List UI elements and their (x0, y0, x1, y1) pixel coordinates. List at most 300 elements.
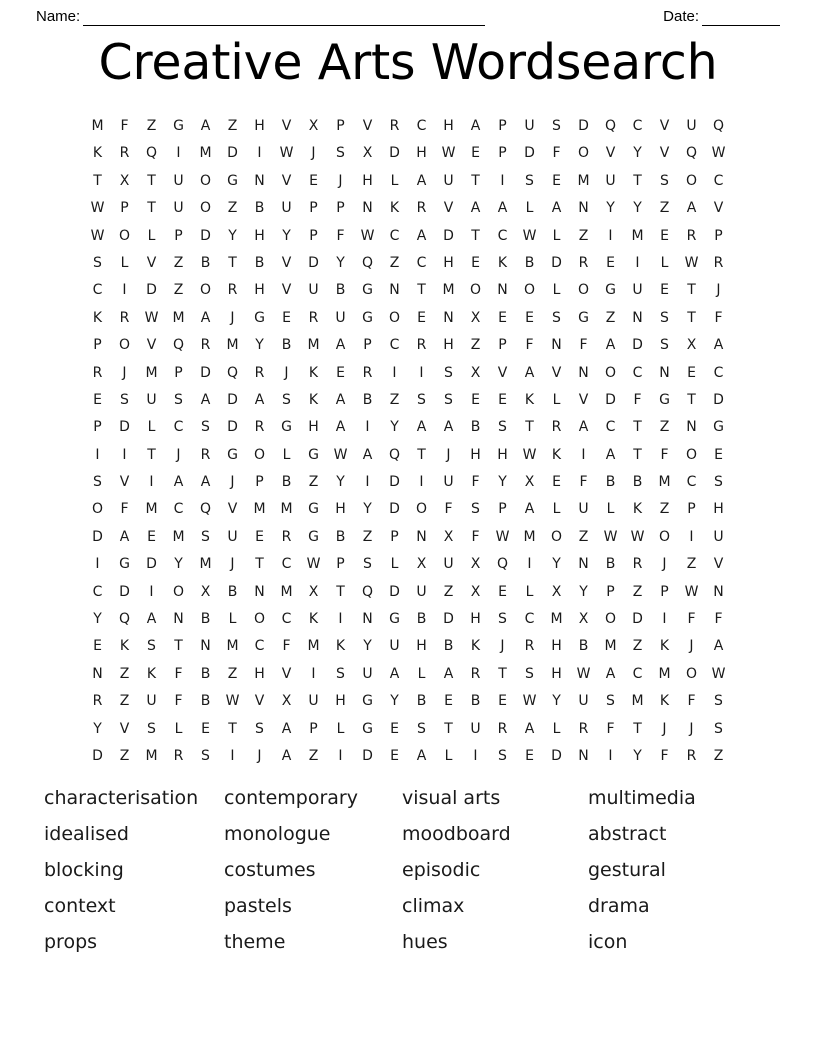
grid-cell[interactable]: L (552, 227, 561, 244)
grid-cell[interactable]: C (632, 665, 643, 682)
grid-cell[interactable]: F (174, 665, 183, 682)
grid-cell[interactable]: Z (119, 665, 130, 682)
grid-cell[interactable]: F (660, 747, 669, 764)
grid-cell[interactable]: I (176, 145, 181, 162)
grid-cell[interactable]: W (333, 446, 348, 463)
grid-cell[interactable]: F (282, 638, 291, 655)
grid-cell[interactable]: V (362, 118, 373, 134)
grid-cell[interactable]: C (281, 556, 292, 573)
grid-cell[interactable]: W (90, 227, 105, 244)
grid-cell[interactable]: N (254, 172, 265, 189)
grid-cell[interactable]: E (390, 720, 399, 737)
grid-cell[interactable]: N (173, 611, 184, 628)
grid-cell[interactable]: Y (633, 200, 642, 217)
grid-cell[interactable]: Z (119, 747, 130, 764)
grid-cell[interactable]: P (660, 583, 669, 600)
grid-cell[interactable]: Z (227, 665, 238, 682)
grid-cell[interactable]: V (254, 693, 265, 710)
word-list-item[interactable]: theme (224, 931, 286, 953)
grid-cell[interactable]: N (686, 419, 697, 436)
grid-cell[interactable]: R (632, 556, 643, 573)
grid-cell[interactable]: A (686, 200, 697, 217)
grid-cell[interactable]: I (257, 145, 262, 162)
grid-cell[interactable]: E (498, 693, 507, 710)
grid-cell[interactable]: G (308, 501, 319, 518)
grid-cell[interactable]: W (90, 200, 105, 217)
grid-cell[interactable]: A (605, 337, 616, 354)
grid-cell[interactable]: X (281, 693, 292, 710)
grid-cell[interactable]: O (118, 227, 131, 244)
grid-cell[interactable]: C (632, 364, 643, 381)
grid-cell[interactable]: M (145, 364, 158, 381)
grid-cell[interactable]: L (444, 747, 453, 764)
grid-cell[interactable]: Y (633, 747, 642, 764)
grid-cell[interactable]: W (495, 528, 510, 545)
grid-cell[interactable]: Z (308, 474, 319, 491)
grid-cell[interactable]: Y (228, 227, 237, 244)
grid-cell[interactable]: H (497, 446, 508, 463)
grid-cell[interactable]: C (389, 227, 400, 244)
grid-cell[interactable]: B (362, 391, 373, 408)
grid-cell[interactable]: M (199, 556, 212, 573)
grid-cell[interactable]: O (253, 446, 266, 463)
grid-cell[interactable]: W (603, 528, 618, 545)
grid-cell[interactable]: S (714, 474, 723, 491)
grid-cell[interactable]: A (416, 747, 427, 764)
grid-cell[interactable]: U (578, 693, 589, 710)
grid-cell[interactable]: Y (363, 501, 372, 518)
grid-cell[interactable]: W (279, 145, 294, 162)
grid-cell[interactable]: R (470, 665, 481, 682)
grid-cell[interactable]: L (552, 282, 561, 299)
grid-cell[interactable]: U (281, 200, 292, 217)
grid-cell[interactable]: U (227, 528, 238, 545)
grid-cell[interactable]: H (551, 638, 562, 655)
grid-cell[interactable]: D (200, 227, 211, 244)
grid-cell[interactable]: X (119, 172, 130, 189)
grid-cell[interactable]: U (443, 172, 454, 189)
grid-cell[interactable]: U (686, 118, 697, 134)
grid-cell[interactable]: K (524, 391, 535, 408)
grid-cell[interactable]: B (254, 200, 265, 217)
grid-cell[interactable]: Y (579, 583, 588, 600)
grid-cell[interactable]: F (525, 337, 534, 354)
grid-cell[interactable]: P (336, 118, 345, 134)
grid-cell[interactable]: Z (173, 254, 184, 271)
grid-cell[interactable]: P (390, 528, 399, 545)
grid-cell[interactable]: A (362, 446, 373, 463)
grid-cell[interactable]: Y (390, 693, 399, 710)
grid-cell[interactable]: C (632, 118, 643, 134)
grid-cell[interactable]: I (608, 747, 613, 764)
grid-cell[interactable]: K (308, 391, 319, 408)
grid-cell[interactable]: Z (470, 337, 481, 354)
grid-cell[interactable]: Y (282, 227, 291, 244)
grid-cell[interactable]: M (577, 172, 590, 189)
grid-cell[interactable]: D (362, 747, 373, 764)
grid-cell[interactable]: R (92, 364, 103, 381)
grid-cell[interactable]: C (713, 172, 724, 189)
grid-cell[interactable]: H (713, 501, 724, 518)
grid-cell[interactable]: G (308, 446, 319, 463)
grid-cell[interactable]: S (201, 528, 210, 545)
grid-cell[interactable]: B (200, 665, 211, 682)
grid-cell[interactable]: R (200, 446, 211, 463)
grid-cell[interactable]: S (498, 419, 507, 436)
grid-cell[interactable]: K (659, 693, 670, 710)
grid-cell[interactable]: S (336, 145, 345, 162)
grid-cell[interactable]: B (605, 556, 616, 573)
grid-cell[interactable]: V (659, 145, 670, 162)
grid-cell[interactable]: M (280, 583, 293, 600)
grid-cell[interactable]: N (578, 747, 589, 764)
grid-cell[interactable]: E (147, 528, 156, 545)
word-list-item[interactable]: characterisation (44, 787, 199, 809)
grid-cell[interactable]: Y (336, 254, 345, 271)
grid-cell[interactable]: H (443, 254, 454, 271)
grid-cell[interactable]: I (419, 474, 424, 491)
grid-cell[interactable]: A (173, 474, 184, 491)
grid-cell[interactable]: S (174, 391, 183, 408)
grid-cell[interactable]: U (146, 693, 157, 710)
grid-cell[interactable]: G (578, 309, 589, 326)
grid-cell[interactable]: L (660, 254, 669, 271)
grid-cell[interactable]: X (308, 118, 319, 134)
grid-cell[interactable]: S (444, 364, 453, 381)
grid-cell[interactable]: R (173, 747, 184, 764)
grid-cell[interactable]: I (149, 583, 154, 600)
grid-cell[interactable]: D (632, 611, 643, 628)
grid-cell[interactable]: U (146, 391, 157, 408)
grid-cell[interactable]: P (174, 227, 183, 244)
grid-cell[interactable]: W (522, 227, 537, 244)
grid-cell[interactable]: A (254, 391, 265, 408)
grid-cell[interactable]: X (416, 556, 427, 573)
grid-cell[interactable]: X (200, 583, 211, 600)
grid-cell[interactable]: X (524, 474, 535, 491)
grid-cell[interactable]: P (309, 227, 318, 244)
grid-cell[interactable]: O (91, 501, 104, 518)
grid-cell[interactable]: G (713, 419, 724, 436)
word-list-item[interactable]: episodic (402, 859, 481, 881)
grid-cell[interactable]: J (338, 172, 343, 189)
grid-cell[interactable]: T (93, 172, 102, 189)
grid-cell[interactable]: C (605, 419, 616, 436)
grid-cell[interactable]: M (280, 501, 293, 518)
grid-cell[interactable]: Z (659, 200, 670, 217)
grid-cell[interactable]: Y (498, 474, 507, 491)
grid-cell[interactable]: N (416, 528, 427, 545)
grid-cell[interactable]: S (552, 309, 561, 326)
grid-cell[interactable]: Y (552, 693, 561, 710)
grid-cell[interactable]: I (338, 747, 343, 764)
grid-cell[interactable]: W (306, 556, 321, 573)
grid-cell[interactable]: X (362, 145, 373, 162)
grid-cell[interactable]: Q (604, 118, 617, 134)
word-list-item[interactable]: contemporary (224, 787, 358, 809)
grid-cell[interactable]: L (552, 501, 561, 518)
word-list-item[interactable]: moodboard (402, 823, 511, 845)
grid-cell[interactable]: V (713, 200, 724, 217)
grid-cell[interactable]: M (145, 747, 158, 764)
grid-cell[interactable]: M (631, 693, 644, 710)
grid-cell[interactable]: U (605, 172, 616, 189)
grid-cell[interactable]: G (362, 282, 373, 299)
grid-cell[interactable]: D (551, 747, 562, 764)
grid-cell[interactable]: F (336, 227, 345, 244)
grid-cell[interactable]: U (173, 200, 184, 217)
grid-cell[interactable]: A (281, 747, 292, 764)
grid-cell[interactable]: S (282, 391, 291, 408)
grid-cell[interactable]: L (147, 227, 156, 244)
grid-cell[interactable]: U (713, 528, 724, 545)
grid-cell[interactable]: H (416, 145, 427, 162)
grid-cell[interactable]: K (308, 611, 319, 628)
grid-cell[interactable]: A (524, 501, 535, 518)
grid-cell[interactable]: I (230, 747, 235, 764)
grid-cell[interactable]: G (362, 720, 373, 737)
grid-cell[interactable]: V (551, 364, 562, 381)
grid-cell[interactable]: Y (552, 556, 561, 573)
grid-cell[interactable]: X (578, 611, 589, 628)
grid-cell[interactable]: K (92, 309, 103, 326)
grid-cell[interactable]: S (525, 665, 534, 682)
grid-cell[interactable]: I (311, 665, 316, 682)
grid-cell[interactable]: T (633, 172, 642, 189)
grid-cell[interactable]: J (446, 446, 451, 463)
grid-cell[interactable]: Y (93, 720, 102, 737)
grid-cell[interactable]: B (200, 611, 211, 628)
grid-cell[interactable]: D (146, 282, 157, 299)
grid-cell[interactable]: P (714, 227, 723, 244)
grid-cell[interactable]: Z (389, 391, 400, 408)
grid-cell[interactable]: M (91, 118, 104, 134)
grid-cell[interactable]: L (390, 556, 399, 573)
grid-cell[interactable]: Y (363, 638, 372, 655)
grid-cell[interactable]: R (227, 282, 238, 299)
grid-cell[interactable]: Y (390, 419, 399, 436)
grid-cell[interactable]: E (525, 747, 534, 764)
grid-cell[interactable]: D (443, 227, 454, 244)
grid-cell[interactable]: A (578, 419, 589, 436)
grid-cell[interactable]: V (227, 501, 238, 518)
grid-cell[interactable]: W (522, 446, 537, 463)
grid-cell[interactable]: W (630, 528, 645, 545)
grid-cell[interactable]: D (146, 556, 157, 573)
grid-cell[interactable]: S (417, 391, 426, 408)
grid-cell[interactable]: I (122, 282, 127, 299)
grid-cell[interactable]: I (608, 227, 613, 244)
grid-cell[interactable]: A (200, 391, 211, 408)
grid-cell[interactable]: P (363, 337, 372, 354)
grid-cell[interactable]: N (632, 309, 643, 326)
grid-cell[interactable]: I (365, 419, 370, 436)
grid-cell[interactable]: S (147, 720, 156, 737)
grid-cell[interactable]: B (200, 693, 211, 710)
grid-cell[interactable]: L (606, 501, 615, 518)
grid-cell[interactable]: C (92, 583, 103, 600)
word-list-item[interactable]: icon (588, 931, 628, 953)
grid-cell[interactable]: Z (605, 309, 616, 326)
grid-cell[interactable]: E (687, 364, 696, 381)
grid-cell[interactable]: D (524, 145, 535, 162)
grid-cell[interactable]: L (174, 720, 183, 737)
grid-cell[interactable]: R (119, 309, 130, 326)
word-list-item[interactable]: pastels (224, 895, 292, 917)
grid-cell[interactable]: H (308, 419, 319, 436)
grid-cell[interactable]: Z (146, 118, 157, 134)
grid-cell[interactable]: A (416, 419, 427, 436)
grid-cell[interactable]: Z (173, 282, 184, 299)
grid-cell[interactable]: T (228, 720, 237, 737)
grid-cell[interactable]: E (660, 282, 669, 299)
grid-cell[interactable]: S (498, 747, 507, 764)
grid-cell[interactable]: N (92, 665, 103, 682)
grid-cell[interactable]: H (254, 665, 265, 682)
grid-cell[interactable]: J (230, 474, 235, 491)
grid-cell[interactable]: T (633, 419, 642, 436)
grid-cell[interactable]: J (176, 446, 181, 463)
grid-cell[interactable]: M (226, 638, 239, 655)
grid-cell[interactable]: B (524, 254, 535, 271)
grid-cell[interactable]: N (551, 337, 562, 354)
grid-cell[interactable]: R (578, 720, 589, 737)
grid-cell[interactable]: G (605, 282, 616, 299)
grid-cell[interactable]: J (689, 720, 694, 737)
grid-cell[interactable]: V (146, 254, 157, 271)
grid-cell[interactable]: Z (659, 501, 670, 518)
grid-cell[interactable]: F (444, 501, 453, 518)
grid-cell[interactable]: L (552, 391, 561, 408)
grid-cell[interactable]: T (498, 665, 507, 682)
grid-cell[interactable]: A (416, 172, 427, 189)
grid-cell[interactable]: F (471, 474, 480, 491)
word-list-item[interactable]: context (44, 895, 116, 917)
grid-cell[interactable]: V (497, 364, 508, 381)
grid-cell[interactable]: H (443, 118, 454, 134)
grid-cell[interactable]: A (335, 337, 346, 354)
grid-cell[interactable]: L (525, 583, 534, 600)
grid-cell[interactable]: I (149, 474, 154, 491)
grid-cell[interactable]: E (552, 172, 561, 189)
grid-cell[interactable]: T (687, 391, 696, 408)
grid-cell[interactable]: D (92, 747, 103, 764)
grid-cell[interactable]: G (227, 172, 238, 189)
grid-cell[interactable]: R (389, 118, 400, 134)
grid-cell[interactable]: G (389, 611, 400, 628)
grid-cell[interactable]: M (442, 282, 455, 299)
grid-cell[interactable]: P (687, 501, 696, 518)
grid-cell[interactable]: G (362, 309, 373, 326)
grid-cell[interactable]: L (525, 200, 534, 217)
grid-cell[interactable]: T (255, 556, 264, 573)
grid-cell[interactable]: W (225, 693, 240, 710)
grid-cell[interactable]: C (92, 282, 103, 299)
grid-cell[interactable]: N (200, 638, 211, 655)
grid-cell[interactable]: V (281, 172, 292, 189)
grid-cell[interactable]: I (338, 611, 343, 628)
word-list-item[interactable]: gestural (588, 859, 666, 881)
grid-cell[interactable]: T (147, 200, 156, 217)
grid-cell[interactable]: P (309, 720, 318, 737)
grid-cell[interactable]: I (95, 446, 100, 463)
word-list-item[interactable]: drama (588, 895, 650, 917)
grid-cell[interactable]: Q (685, 145, 698, 162)
grid-cell[interactable]: B (632, 474, 643, 491)
grid-cell[interactable]: S (498, 611, 507, 628)
grid-cell[interactable]: I (473, 747, 478, 764)
grid-cell[interactable]: B (200, 254, 211, 271)
grid-cell[interactable]: S (147, 638, 156, 655)
grid-cell[interactable]: F (687, 611, 696, 628)
grid-cell[interactable]: J (311, 145, 316, 162)
grid-cell[interactable]: C (686, 474, 697, 491)
grid-cell[interactable]: J (122, 364, 127, 381)
grid-cell[interactable]: O (658, 528, 671, 545)
grid-cell[interactable]: H (335, 501, 346, 518)
grid-cell[interactable]: H (254, 282, 265, 299)
grid-cell[interactable]: U (335, 309, 346, 326)
grid-cell[interactable]: A (146, 611, 157, 628)
grid-cell[interactable]: A (443, 419, 454, 436)
grid-cell[interactable]: M (658, 665, 671, 682)
grid-cell[interactable]: O (469, 282, 482, 299)
grid-cell[interactable]: A (335, 419, 346, 436)
grid-cell[interactable]: I (662, 611, 667, 628)
grid-cell[interactable]: B (605, 474, 616, 491)
grid-cell[interactable]: M (523, 528, 536, 545)
grid-cell[interactable]: L (228, 611, 237, 628)
grid-cell[interactable]: A (524, 364, 535, 381)
grid-cell[interactable]: R (686, 747, 697, 764)
grid-cell[interactable]: E (660, 227, 669, 244)
grid-cell[interactable]: V (578, 391, 589, 408)
grid-cell[interactable]: B (443, 638, 454, 655)
grid-cell[interactable]: R (524, 638, 535, 655)
grid-cell[interactable]: O (118, 337, 131, 354)
grid-cell[interactable]: E (498, 391, 507, 408)
grid-cell[interactable]: V (281, 254, 292, 271)
grid-cell[interactable]: O (550, 528, 563, 545)
grid-cell[interactable]: S (660, 309, 669, 326)
grid-cell[interactable]: T (417, 282, 426, 299)
grid-cell[interactable]: D (227, 391, 238, 408)
grid-cell[interactable]: J (500, 638, 505, 655)
grid-cell[interactable]: O (685, 665, 698, 682)
grid-cell[interactable]: X (551, 583, 562, 600)
grid-cell[interactable]: U (524, 118, 535, 134)
grid-cell[interactable]: E (336, 364, 345, 381)
grid-cell[interactable]: F (120, 118, 129, 134)
grid-cell[interactable]: G (254, 309, 265, 326)
word-list-item[interactable]: hues (402, 931, 448, 953)
grid-cell[interactable]: A (281, 720, 292, 737)
grid-cell[interactable]: I (689, 528, 694, 545)
grid-cell[interactable]: B (335, 528, 346, 545)
grid-cell[interactable]: G (227, 446, 238, 463)
grid-cell[interactable]: N (578, 364, 589, 381)
grid-cell[interactable]: B (281, 474, 292, 491)
grid-cell[interactable]: Z (119, 693, 130, 710)
grid-cell[interactable]: T (147, 172, 156, 189)
date-write-line[interactable] (702, 12, 780, 26)
grid-cell[interactable]: A (416, 227, 427, 244)
word-list-item[interactable]: multimedia (588, 787, 696, 809)
grid-cell[interactable]: V (281, 282, 292, 299)
grid-cell[interactable]: Z (659, 419, 670, 436)
grid-cell[interactable]: B (227, 583, 238, 600)
word-list-item[interactable]: visual arts (402, 787, 501, 809)
